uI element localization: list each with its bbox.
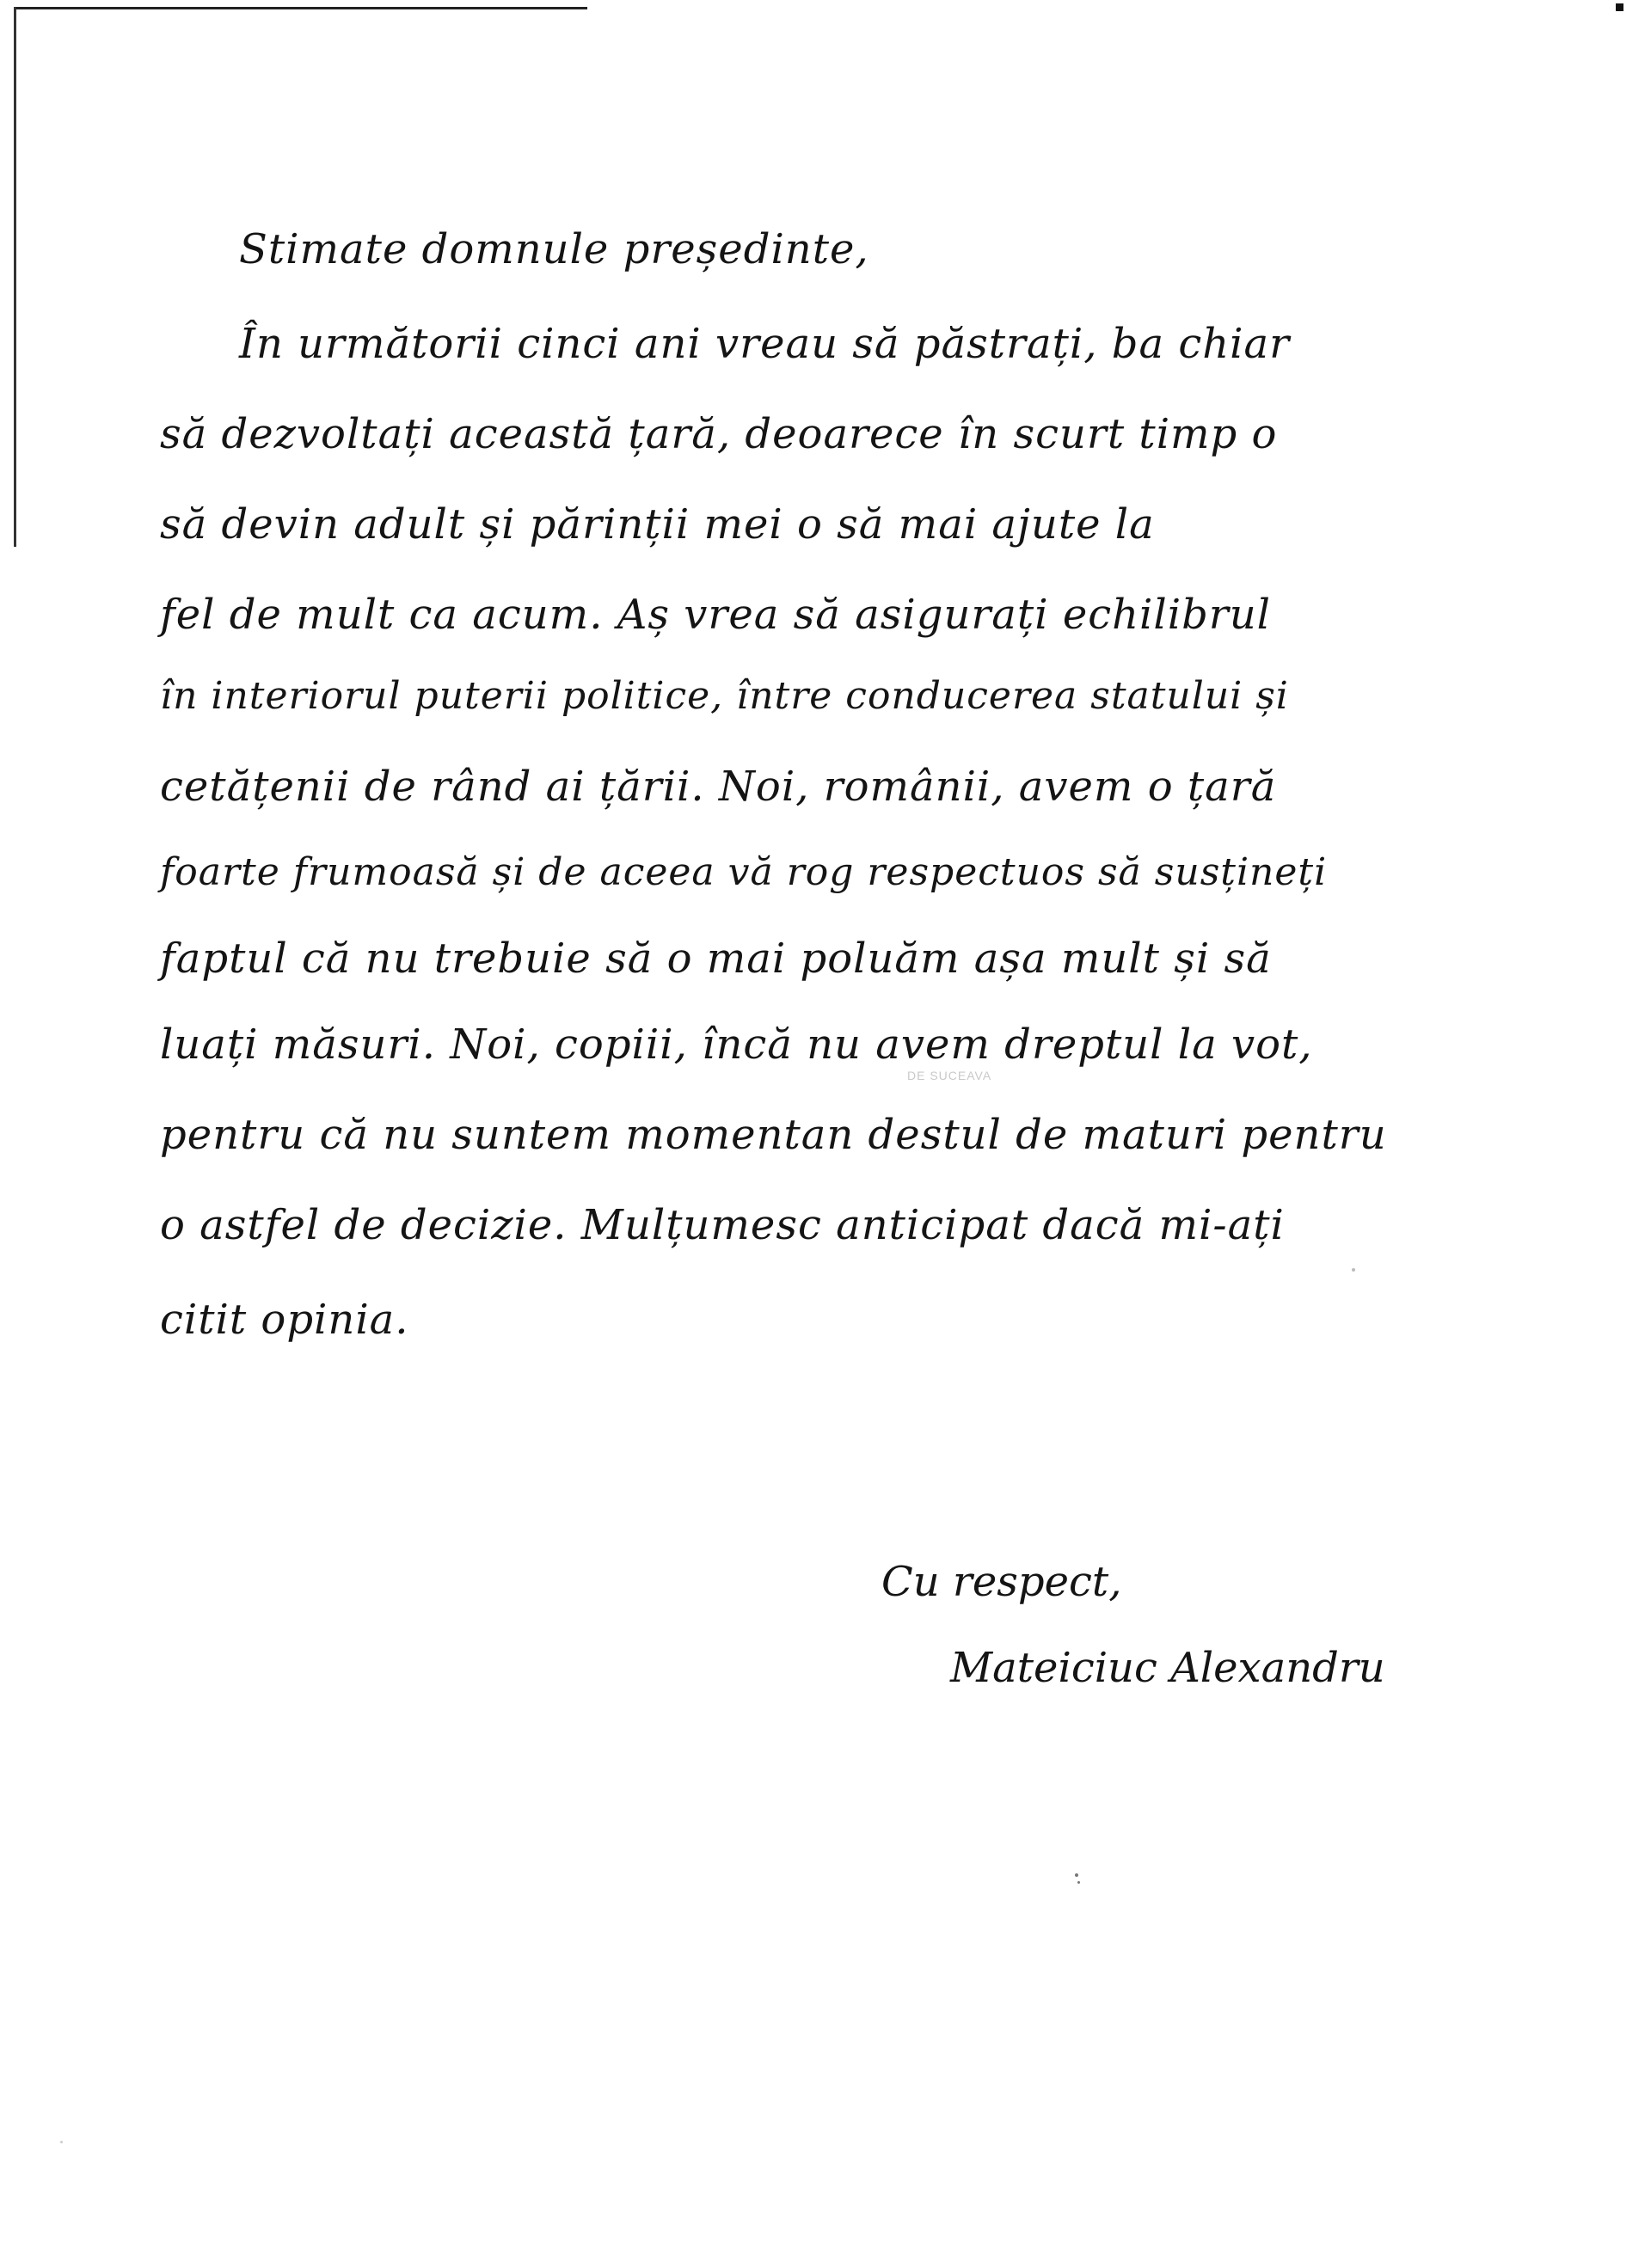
letter-line-3: să devin adult și părinții mei o să mai ajute la bbox=[160, 500, 1155, 549]
scan-speck bbox=[1075, 1873, 1078, 1877]
letter-line-12: citit opinia. bbox=[160, 1296, 409, 1344]
letter-line-10: pentru că nu suntem momentan destul de maturi pentru bbox=[160, 1111, 1387, 1159]
letter-line-2: să dezvoltați această țară, deoarece în scurt timp o bbox=[160, 410, 1278, 458]
scan-left-edge bbox=[14, 7, 16, 547]
scan-speck bbox=[1077, 1881, 1080, 1884]
letter-line-5: în interiorul puterii politice, între conducerea statului și bbox=[160, 674, 1289, 718]
letter-line-6: cetățenii de rând ai țării. Noi, românii, avem o țară bbox=[160, 763, 1277, 811]
scan-speck bbox=[60, 2141, 63, 2143]
letter-signature: Mateiciuc Alexandru bbox=[950, 1644, 1385, 1692]
letter-line-8: faptul că nu trebuie să o mai poluăm așa mult și să bbox=[160, 935, 1272, 983]
scan-corner-mark bbox=[1616, 3, 1623, 11]
scan-speck bbox=[1352, 1268, 1355, 1272]
letter-line-11: o astfel de decizie. Mulțumesc anticipat dacă mi-ați bbox=[160, 1201, 1285, 1249]
letter-line-1: În următorii cinci ani vreau să păstrați, ba chiar bbox=[239, 320, 1291, 368]
letter-line-4: fel de mult ca acum. Aș vrea să asigurați echilibrul bbox=[160, 591, 1272, 639]
letter-line-9: luați măsuri. Noi, copiii, încă nu avem dreptul la vot, bbox=[160, 1021, 1313, 1069]
letter-line-7: foarte frumoasă și de aceea vă rog respectuos să susțineți bbox=[160, 850, 1328, 894]
scan-top-edge bbox=[15, 7, 587, 9]
letter-salutation: Stimate domnule președinte, bbox=[239, 225, 869, 273]
watermark: DE SUCEAVA bbox=[907, 1069, 992, 1082]
letter-closing: Cu respect, bbox=[881, 1558, 1122, 1606]
